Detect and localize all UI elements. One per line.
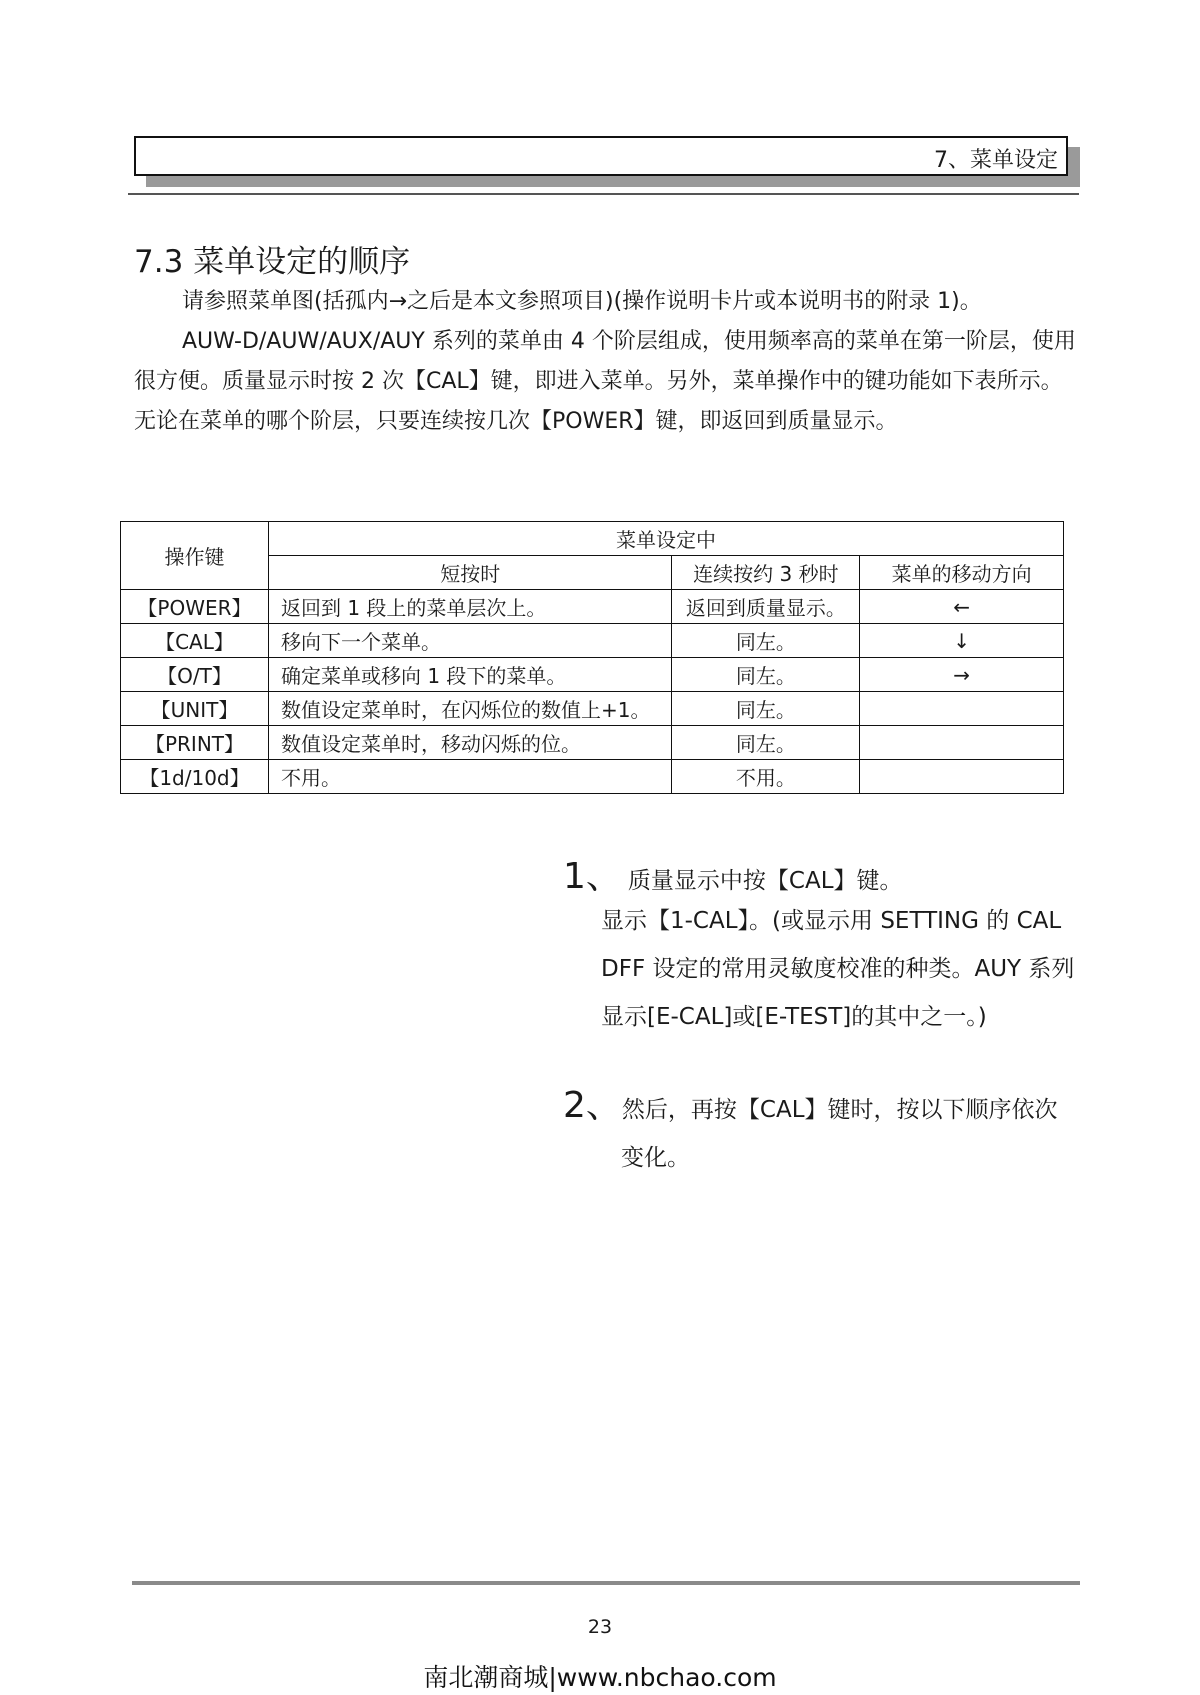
footer-divider [132, 1581, 1080, 1585]
header-short: 短按时 [268, 556, 671, 590]
step-2 [563, 1082, 1085, 1182]
row-dir [860, 726, 1064, 760]
row-short: 数值设定菜单时，移动闪烁的位。 [268, 726, 671, 760]
row-long: 同左。 [672, 726, 860, 760]
row-short: 移向下一个菜单。 [268, 624, 671, 658]
step-2-number: 2、 [563, 1085, 622, 1126]
row-long: 同左。 [672, 658, 860, 692]
table-row [121, 726, 1064, 760]
step-2-line-1 [563, 1082, 1085, 1134]
step-1-lead: 质量显示中按【CAL】键。 [627, 868, 903, 894]
table-row [121, 692, 1064, 726]
row-dir: ← [860, 590, 1064, 624]
row-long: 返回到质量显示。 [672, 590, 860, 624]
key-function-table [120, 521, 1064, 794]
row-key: 【O/T】 [121, 658, 269, 692]
table-header-row [121, 522, 1064, 556]
chapter-header [134, 136, 1068, 176]
row-short: 数值设定菜单时，在闪烁位的数值上+1。 [268, 692, 671, 726]
step-1-body: 显示【1-CAL】。(或显示用 SETTING 的 CAL DFF 设定的常用灵敏度校准的种类。AUY 系列显示[E-CAL]或[E-TEST]的其中之一。) [601, 908, 1075, 1030]
row-long: 同左。 [672, 692, 860, 726]
row-short: 不用。 [268, 760, 671, 794]
table-row [121, 590, 1064, 624]
row-short: 确定菜单或移向 1 段下的菜单。 [268, 658, 671, 692]
row-key: 【PRINT】 [121, 726, 269, 760]
row-dir: → [860, 658, 1064, 692]
header-group: 菜单设定中 [268, 522, 1063, 556]
row-dir [860, 760, 1064, 794]
site-watermark: 南北潮商城|www.nbchao.com [423, 1663, 777, 1692]
header-key: 操作键 [121, 522, 269, 590]
step-2-lead: 然后，再按【CAL】键时，按以下顺序依次 [621, 1097, 1058, 1123]
intro-paragraph-2 [134, 322, 1084, 442]
row-short: 返回到 1 段上的菜单层次上。 [268, 590, 671, 624]
step-1 [563, 848, 903, 899]
table-row [121, 658, 1064, 692]
row-dir [860, 692, 1064, 726]
step-2-line-2: 变化。 [621, 1145, 690, 1171]
row-long: 同左。 [672, 624, 860, 658]
table-row [121, 624, 1064, 658]
page-number: 23 [587, 1616, 613, 1638]
header-dir: 菜单的移动方向 [860, 556, 1064, 590]
row-key: 【CAL】 [121, 624, 269, 658]
intro-paragraph-1 [134, 282, 1084, 322]
step-1-number: 1、 [563, 856, 622, 897]
row-dir: ↓ [860, 624, 1064, 658]
header-long: 连续按约 3 秒时 [672, 556, 860, 590]
intro-paragraph-2-text: AUW-D/AUW/AUX/AUY 系列的菜单由 4 个阶层组成，使用频率高的菜单在第一阶层，使用很方便。质量显示时按 2 次【CAL】键，即进入菜单。另外，菜单操作中的键功能如下表所示。无论在菜单的哪个阶层，只要连续按几次【POWER】键，即返回到质量显示。 [134, 329, 1076, 434]
row-key: 【UNIT】 [121, 692, 269, 726]
intro-paragraph-1-text: 请参照菜单图(括孤内→之后是本文参照项目)(操作说明卡片或本说明书的附录 1)。 [182, 289, 982, 314]
table-row [121, 760, 1064, 794]
header-divider [128, 193, 1079, 195]
chapter-title: 7、菜单设定 [934, 148, 1058, 173]
section-title: 7.3 菜单设定的顺序 [134, 244, 411, 280]
row-key: 【1d/10d】 [121, 760, 269, 794]
row-key: 【POWER】 [121, 590, 269, 624]
row-long: 不用。 [672, 760, 860, 794]
